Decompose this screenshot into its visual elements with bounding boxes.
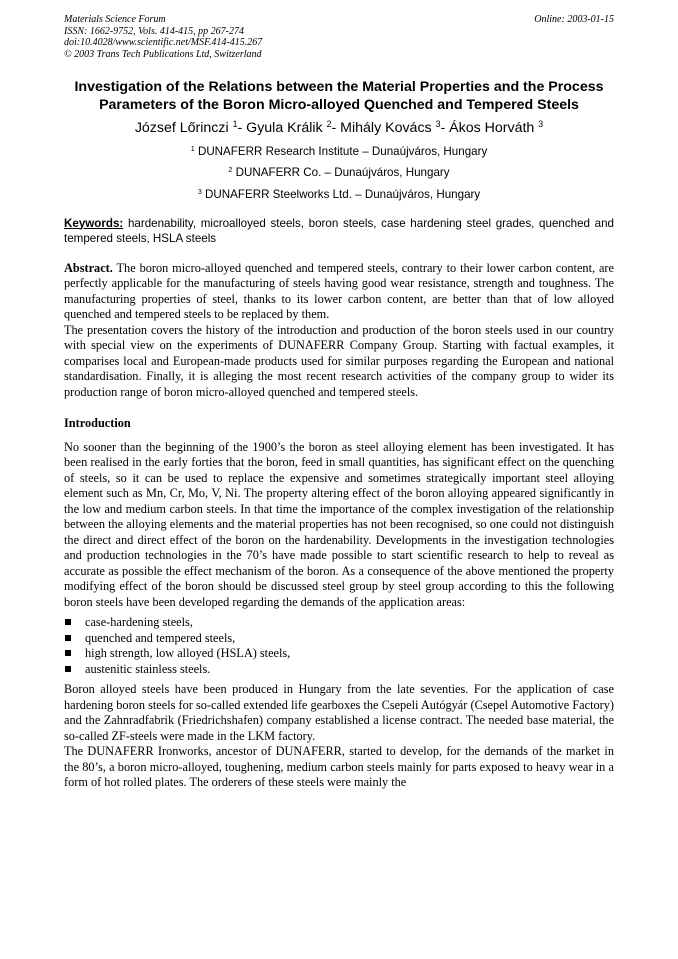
paper-title: Investigation of the Relations between the Material Properties and the Process Parameters of the Boron Micro-alloyed Quenched and Tempered Steels (74, 79, 604, 113)
affiliation (64, 166, 614, 180)
affiliation-text: DUNAFERR Co. – Dunaújváros, Hungary (232, 166, 450, 179)
keywords-label: Keywords: (64, 216, 124, 230)
list-item-text: quenched and tempered steels, (85, 630, 236, 645)
list-item-text: high strength, low alloyed (HSLA) steels, (85, 646, 291, 660)
bullet-list (64, 615, 614, 677)
affiliation-text: DUNAFERR Steelworks Ltd. – Dunaújváros, Hungary (201, 187, 481, 201)
affiliation (64, 188, 614, 202)
abstract-paragraph (64, 261, 614, 323)
affiliation-text: DUNAFERR Research Institute – Dunaújváros, Hungary (194, 144, 488, 158)
paper-page (64, 14, 614, 791)
author-name: - Gyula Králik (237, 120, 327, 136)
author-name: - Mihály Kovács (331, 120, 436, 136)
section-heading-introduction: Introduction (64, 416, 131, 430)
abstract-paragraph: The presentation covers the history of the introduction and production of the boron steels used in our country with special view on the experiments of DUNAFERR Company Group. Starting with factual examples, it comparises local and European-made products used for similar purposes regarding the European and national standardisation. Finally, it is alleging the most recent research activities of the company group to wider its production range of boron micro-alloyed quenched and tempered steels. (64, 322, 614, 399)
keywords (64, 216, 614, 246)
list-item-text: austenitic stainless steels. (85, 661, 211, 676)
list-item (64, 631, 614, 647)
journal-name: Materials Science Forum (64, 14, 166, 25)
affiliation-marker: 2 (228, 165, 233, 175)
author-affiliation-marker: 2 (326, 119, 332, 130)
issn-line: ISSN: 1662-9752, Vols. 414-415, pp 267-274 (64, 25, 244, 37)
affiliation-marker: 1 (190, 143, 195, 153)
author-affiliation-marker: 3 (538, 119, 544, 130)
list-item (64, 646, 614, 662)
author-list (64, 119, 614, 137)
abstract (64, 261, 614, 401)
author-affiliation-marker: 1 (232, 119, 238, 130)
publication-header (64, 14, 614, 60)
affiliation (64, 145, 614, 159)
abstract-label: Abstract. (64, 260, 113, 275)
square-bullet-icon (65, 666, 71, 672)
body-paragraph: Boron alloyed steels have been produced in Hungary from the late seventies. For the application of case hardening boron steels for so-called extended life gearboxes the Csepeli Autógyár (Csepel Automotive Factory) and the Zahnradfabrik (Friedrichshafen) company established a license contract. The needed base material, the so-called ZF-steels were made in the LKM factory. (64, 682, 614, 743)
doi-line: doi:10.4028/www.scientific.net/MSF.414-415.267 (64, 37, 263, 48)
list-item (64, 662, 614, 678)
square-bullet-icon (65, 619, 71, 625)
body-paragraph: The DUNAFERR Ironworks, ancestor of DUNAFERR, started to develop, for the demands of the market in the 80’s, a boron micro-alloyed, toughening, medium carbon steels mainly for parts exposed to heavy wear in a form of hot rolled plates. The orderers of these steels were mainly the (64, 744, 614, 789)
keywords-text: hardenability, microalloyed steels, boron steels, case hardening steel grades, quenched and tempered steels, HSLA steels (64, 216, 614, 245)
affiliation-marker: 3 (197, 186, 202, 196)
list-item-text: case-hardening steels, (85, 615, 193, 629)
author-name: - Ákos Horváth (440, 120, 539, 136)
author-name: József Lőrinczi (134, 120, 233, 136)
square-bullet-icon (65, 650, 71, 656)
list-item (64, 615, 614, 631)
body-paragraph: No sooner than the beginning of the 1900’s the boron as steel alloying element has been investigated. It has been realised in the early forties that the boron, feed in small quantities, has significant effect on the quenching of steels, so it can be used to replace the expensive and sometimes strategically important steel alloying element such as Mn, Cr, Mo, V, Ni. The property altering effect of the boron alloying appeared significantly in the low and medium carbon steels. In that time the importance of the complex investigation of the relationship between the alloying elements and the material properties has not been recognised, so one could not distinguish the direct and direct effect of the boron on the hardenability. Developments in the investigation technologies and production technologies in the 70’s have made possible to start scientific research to help to reveal as accurate as possible the effect mechanism of the boron. As a consequence of the above mentioned the property modifying effect of the boron should be discussed steel group by steel group according to this the following boron steels have been developed regarding the demands of the application areas: (64, 439, 614, 609)
abstract-text: The boron micro-alloyed quenched and tempered steels, contrary to their lower carbon content, are perfectly applicable for the manufacturing of steels having good wear resistance, strength and toughness. The manufacturing properties of steel, thanks to its lower carbon content, are better than that of low alloyed quenched and tempered steels to be replaced by them. (64, 260, 614, 321)
copyright-line: © 2003 Trans Tech Publications Ltd, Switzerland (64, 48, 262, 60)
author-affiliation-marker: 3 (435, 119, 441, 130)
square-bullet-icon (65, 635, 71, 641)
online-date: Online: 2003-01-15 (534, 14, 614, 25)
